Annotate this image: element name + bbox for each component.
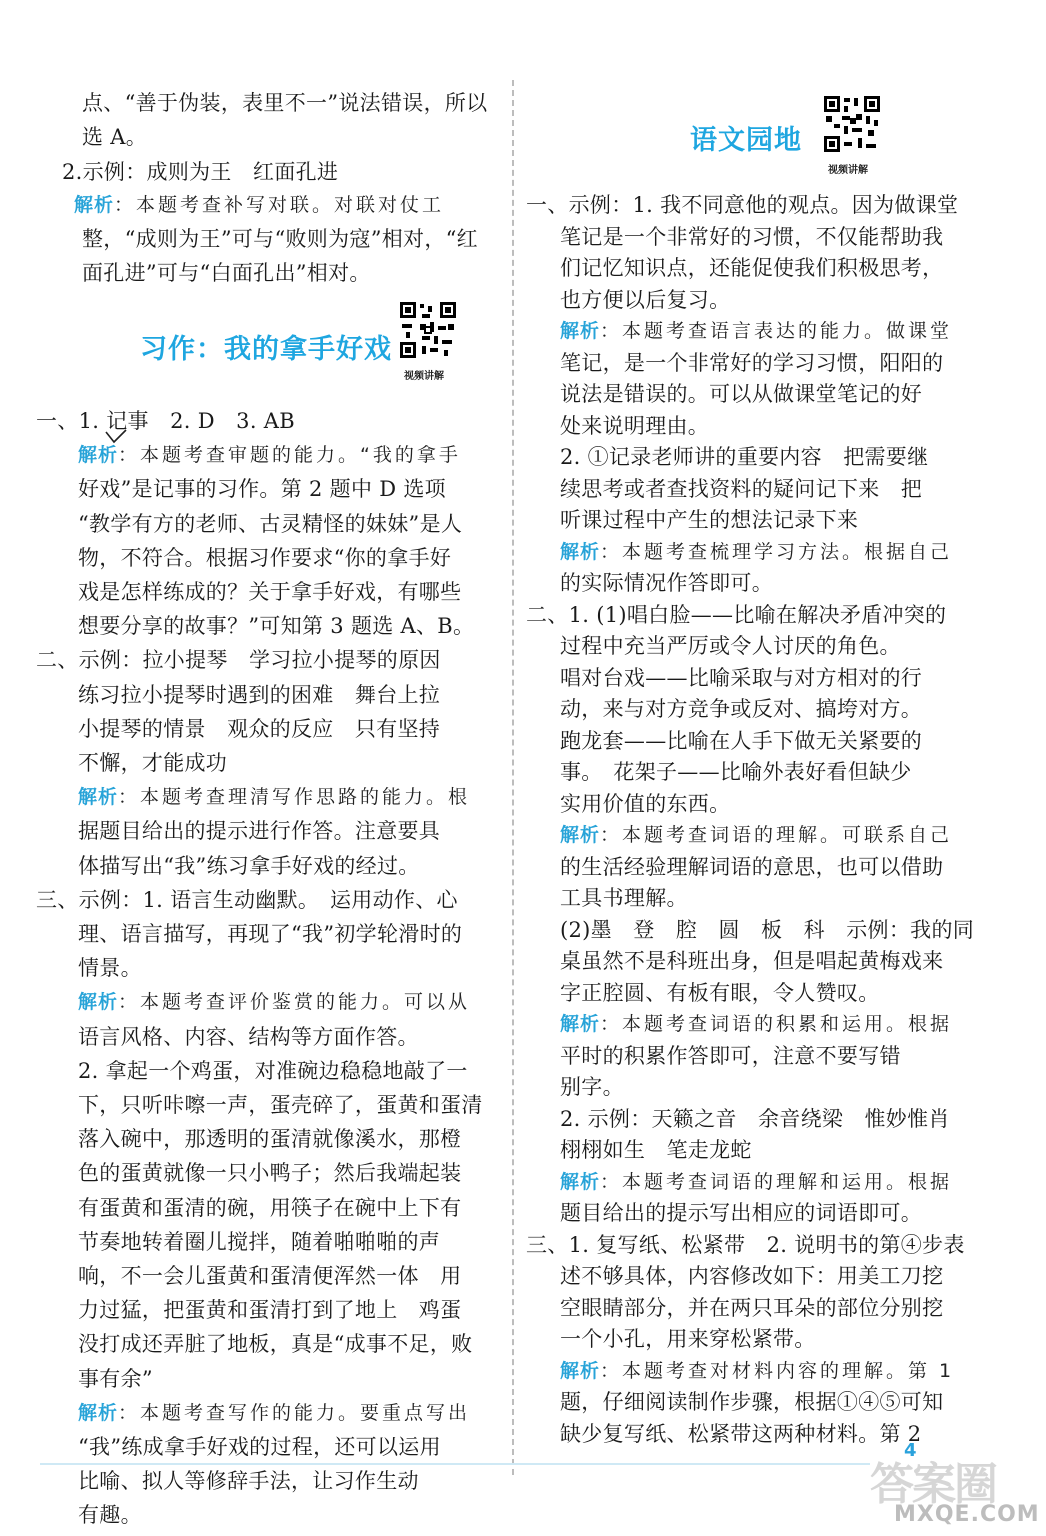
text-line	[560, 818, 952, 852]
analysis-text: ：本题考查写作的能力。要重点写出	[118, 1401, 471, 1424]
text-line: 选 A。	[82, 125, 148, 149]
text-line: 一个小孔，用来穿松紧带。	[560, 1327, 816, 1351]
analysis-text: ：本题考查理清写作思路的能力。根	[118, 786, 471, 809]
qr-label: 视频讲解	[404, 371, 444, 382]
text-line: 处来说明理由。	[560, 413, 710, 438]
analysis-label: 解析	[560, 320, 601, 342]
analysis-label: 解析	[560, 540, 601, 563]
analysis-text: ：本题考查评价鉴赏的能力。可以从	[118, 991, 471, 1014]
text-line: 小提琴的情景 观众的反应 只有坚持	[78, 716, 441, 741]
text-line: 戏是怎样练成的？关于拿手好戏，有哪些	[78, 580, 462, 604]
text-line: 的实际情况作答即可。	[560, 571, 773, 595]
text-line: 2. 示例：天籁之音 余音绕梁 惟妙惟肖	[560, 1106, 950, 1131]
text-line: 笔记，是一个非常好的学习习惯，阳阳的	[560, 350, 944, 375]
analysis-text: ：本题考查审题的能力。“我的拿手	[118, 444, 461, 467]
text-line: 点、“善于伪装，表里不一”说法错误，所以	[82, 91, 488, 115]
text-line: 字正腔圆、有板有眼，令人赞叹。	[560, 980, 880, 1005]
analysis-label: 解析	[78, 991, 119, 1014]
text-line: 节奏地转着圈儿搅拌，随着啪啪啪的声	[78, 1229, 441, 1254]
text-line: 语言风格、内容、结构等方面作答。	[78, 1024, 419, 1049]
analysis-label: 解析	[560, 1013, 601, 1035]
text-line: “我”练成拿手好戏的过程，还可以运用	[78, 1435, 441, 1459]
text-line: 二、示例：拉小提琴 学习拉小提琴的原因	[36, 648, 441, 673]
analysis-text: ：本题考查对材料内容的理解。第 1	[600, 1359, 955, 1382]
text-line: 比喻、拟人等修辞手法，让习作生动	[78, 1469, 419, 1494]
text-line: 有蛋黄和蛋清的碗，用筷子在碗中上下有	[78, 1195, 462, 1220]
text-line: 色的蛋黄就像一只小鸭子；然后我端起装	[78, 1161, 462, 1186]
text-line: 下，只听咔嚓一声，蛋壳碎了，蛋黄和蛋清	[78, 1093, 483, 1117]
text-line: 2. ①记录老师讲的重要内容 把需要继	[560, 445, 929, 469]
text-line: 想要分享的故事？”可知第 3 题选 A、B。	[78, 614, 475, 639]
text-line: 事有余”	[78, 1366, 153, 1391]
text-line: 一、1. 记事 2. D 3. AB	[36, 409, 295, 433]
text-line: 说法是错误的。可以从做课堂笔记的好	[560, 382, 923, 406]
text-line: 工具书理解。	[560, 886, 688, 910]
text-line: 一、示例：1. 我不同意他的观点。因为做课堂	[526, 193, 959, 217]
text-line: 2. 拿起一个鸡蛋，对准碗边稳稳地敲了一	[78, 1058, 468, 1083]
analysis-label: 解析	[78, 786, 119, 809]
text-line: 物，不符合。根据习作要求“你的拿手好	[78, 545, 452, 570]
text-line: 事。 花架子——比喻外表好看但缺少	[560, 760, 912, 784]
text-line	[560, 1165, 952, 1199]
analysis-label: 解析	[78, 1401, 119, 1424]
text-line: 体描写出“我”练习拿手好戏的经过。	[78, 853, 420, 878]
text-line	[560, 314, 952, 348]
text-line: 述不够具体，内容修改如下：用美工刀挖	[560, 1264, 944, 1288]
watermark-url: MXQE.COM	[894, 1502, 1040, 1527]
text-line: 平时的积累作答即可，注意不要写错	[560, 1043, 901, 1068]
text-line	[78, 1396, 470, 1430]
text-line: 有趣。	[78, 1503, 142, 1528]
text-line	[78, 438, 461, 472]
analysis-text: ：本题考查补写对联。对联对仗工	[114, 194, 445, 216]
qr-code-icon[interactable]	[398, 300, 458, 360]
column-divider	[512, 80, 514, 1475]
analysis-label: 解析	[560, 1170, 601, 1193]
text-line	[560, 1007, 952, 1041]
text-line: 唱对台戏——比喻采取与对方相对的行	[560, 665, 923, 690]
analysis-label: 解析	[560, 1359, 601, 1382]
text-line: “教学有方的老师、古灵精怪的妹妹”是人	[78, 511, 463, 536]
text-line: 们记忆知识点，还能促使我们积极思考，	[560, 256, 944, 280]
analysis-text: ：本题考查词语的积累和运用。根据	[600, 1013, 953, 1035]
text-line: 也方便以后复习。	[560, 287, 731, 312]
text-line	[74, 188, 444, 222]
text-line: 题目给出的提示写出相应的词语即可。	[560, 1201, 923, 1225]
text-line: 二、1. (1)唱白脸——比喻在解决矛盾冲突的	[526, 602, 947, 627]
text-line: 笔记是一个非常好的习惯，不仅能帮助我	[560, 224, 944, 249]
text-line: 好戏”是记事的习作。第 2 题中 D 选项	[78, 477, 446, 502]
qr-code-icon[interactable]	[822, 94, 882, 154]
text-line: 力过猛，把蛋黄和蛋清打到了地上 鸡蛋	[78, 1298, 462, 1323]
analysis-label: 解析	[78, 444, 119, 467]
text-line: 没打成还弄脏了地板，真是“成事不足，败	[78, 1332, 473, 1357]
text-line: 桌虽然不是科班出身，但是唱起黄梅戏来	[560, 949, 944, 973]
page-number: 4	[904, 1440, 917, 1461]
text-line: 情景。	[78, 956, 142, 981]
section-title-language-garden: 语文园地	[690, 125, 802, 156]
text-line: 实用价值的东西。	[560, 791, 731, 816]
watermark	[864, 1448, 1040, 1532]
qr-label: 视频讲解	[828, 165, 868, 176]
text-line: 练习拉小提琴时遇到的困难 舞台上拉	[78, 682, 441, 707]
text-line: 缺少复写纸、松紧带这两种材料。第 2	[560, 1421, 922, 1446]
text-line: 动，来与对方竞争或反对、搞垮对方。	[560, 697, 923, 721]
analysis-label: 解析	[560, 824, 601, 846]
text-line: 不懈，才能成功	[78, 751, 228, 775]
text-line: 栩栩如生 笔走龙蛇	[560, 1138, 752, 1162]
text-line	[78, 985, 470, 1019]
text-line: 据题目给出的提示进行作答。注意要具	[78, 819, 441, 844]
check-mark-icon	[104, 428, 128, 444]
watermark-logo: 答案圈	[870, 1459, 996, 1510]
section-title-writing: 习作：我的拿手好戏	[140, 334, 392, 365]
analysis-text: ：本题考查词语的理解和运用。根据	[600, 1170, 953, 1193]
analysis-label: 解析	[74, 194, 115, 216]
text-line: 理、语言描写，再现了“我”初学轮滑时的	[78, 922, 463, 946]
text-line: 的生活经验理解词语的意思，也可以借助	[560, 854, 944, 879]
text-line: 整，“成则为王”可与“败则为寇”相对，“红	[82, 227, 478, 251]
text-line: 听课过程中产生的想法记录下来	[560, 508, 859, 532]
text-line: 过程中充当严厉或令人讨厌的角色。	[560, 634, 901, 658]
text-line: 面孔进”可与“白面孔出”相对。	[82, 261, 371, 285]
text-line: 响，不一会儿蛋黄和蛋清便浑然一体 用	[78, 1264, 462, 1288]
text-line	[78, 780, 470, 814]
text-line: 跑龙套——比喻在人手下做无关紧要的	[560, 728, 923, 753]
text-line: 三、1. 复写纸、松紧带 2. 说明书的第④步表	[526, 1232, 965, 1257]
text-line	[560, 1354, 954, 1388]
analysis-text: ：本题考查语言表达的能力。做课堂	[600, 320, 953, 342]
text-line	[560, 535, 952, 569]
text-line: 续思考或者查找资料的疑问记下来 把	[560, 476, 923, 501]
text-line: 别字。	[560, 1075, 624, 1099]
text-line: 三、示例：1. 语言生动幽默。 运用动作、心	[36, 887, 458, 912]
text-line: 2.示例：成则为王 红面孔进	[62, 160, 339, 184]
analysis-text: ：本题考查词语的理解。可联系自己	[600, 824, 953, 846]
text-line: (2)墨 登 腔 圆 板 科 示例：我的同	[560, 917, 975, 942]
footer-rule	[40, 1463, 870, 1465]
text-line: 落入碗中，那透明的蛋清就像溪水，那橙	[78, 1127, 462, 1152]
text-line: 题，仔细阅读制作步骤，根据①④⑤可知	[560, 1390, 944, 1414]
text-line: 空眼睛部分，并在两只耳朵的部位分别挖	[560, 1295, 944, 1320]
analysis-text: ：本题考查梳理学习方法。根据自己	[600, 540, 953, 563]
